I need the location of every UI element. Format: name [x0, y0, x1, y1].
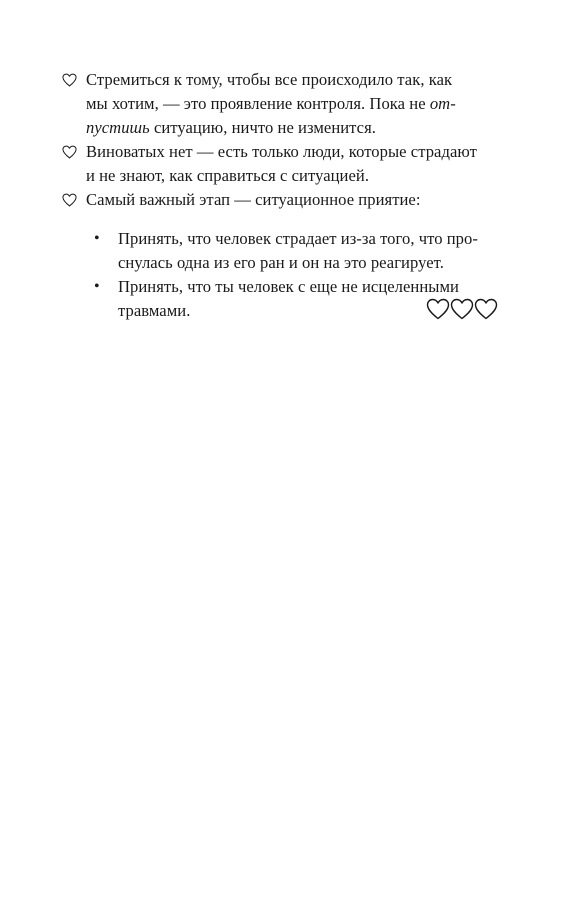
text-line: пустишь ситуацию, ничто не изменится. [86, 118, 376, 137]
text-line: Принять, что ты человек с еще не исцеленными [118, 277, 459, 296]
closing-hearts [426, 298, 498, 322]
list-item [62, 68, 498, 140]
text-line: снулась одна из его ран и он на это реагирует. [118, 253, 444, 272]
heart-outline-icon [62, 73, 77, 87]
heart-outline-icon [450, 298, 474, 322]
text-line: Принять, что человек страдает из-за того, что про- [118, 229, 478, 248]
heart-outline-icon [62, 193, 77, 207]
text-line: мы хотим, — это проявление контроля. Пока не от- [86, 94, 456, 113]
bullet-icon: • [94, 278, 100, 295]
bullet-icon: • [94, 230, 100, 247]
text-line: и не знают, как справиться с ситуацией. [86, 166, 370, 185]
text-block [62, 68, 498, 323]
sub-list-item [94, 227, 498, 275]
italic-word: от- [429, 94, 456, 113]
text-line: Стремиться к тому, чтобы все происходило так, как [86, 70, 453, 89]
italic-word: пустишь [86, 118, 150, 137]
heart-outline-icon [474, 298, 498, 322]
list-item [62, 188, 498, 212]
text-line: Виноватых нет — есть только люди, которые страдают [86, 142, 477, 161]
heart-outline-icon [426, 298, 450, 322]
list-item [62, 140, 498, 188]
text-line: Самый важный этап — ситуационное приятие: [86, 190, 421, 209]
text-line: травмами. [118, 301, 191, 320]
heart-outline-icon [62, 145, 77, 159]
